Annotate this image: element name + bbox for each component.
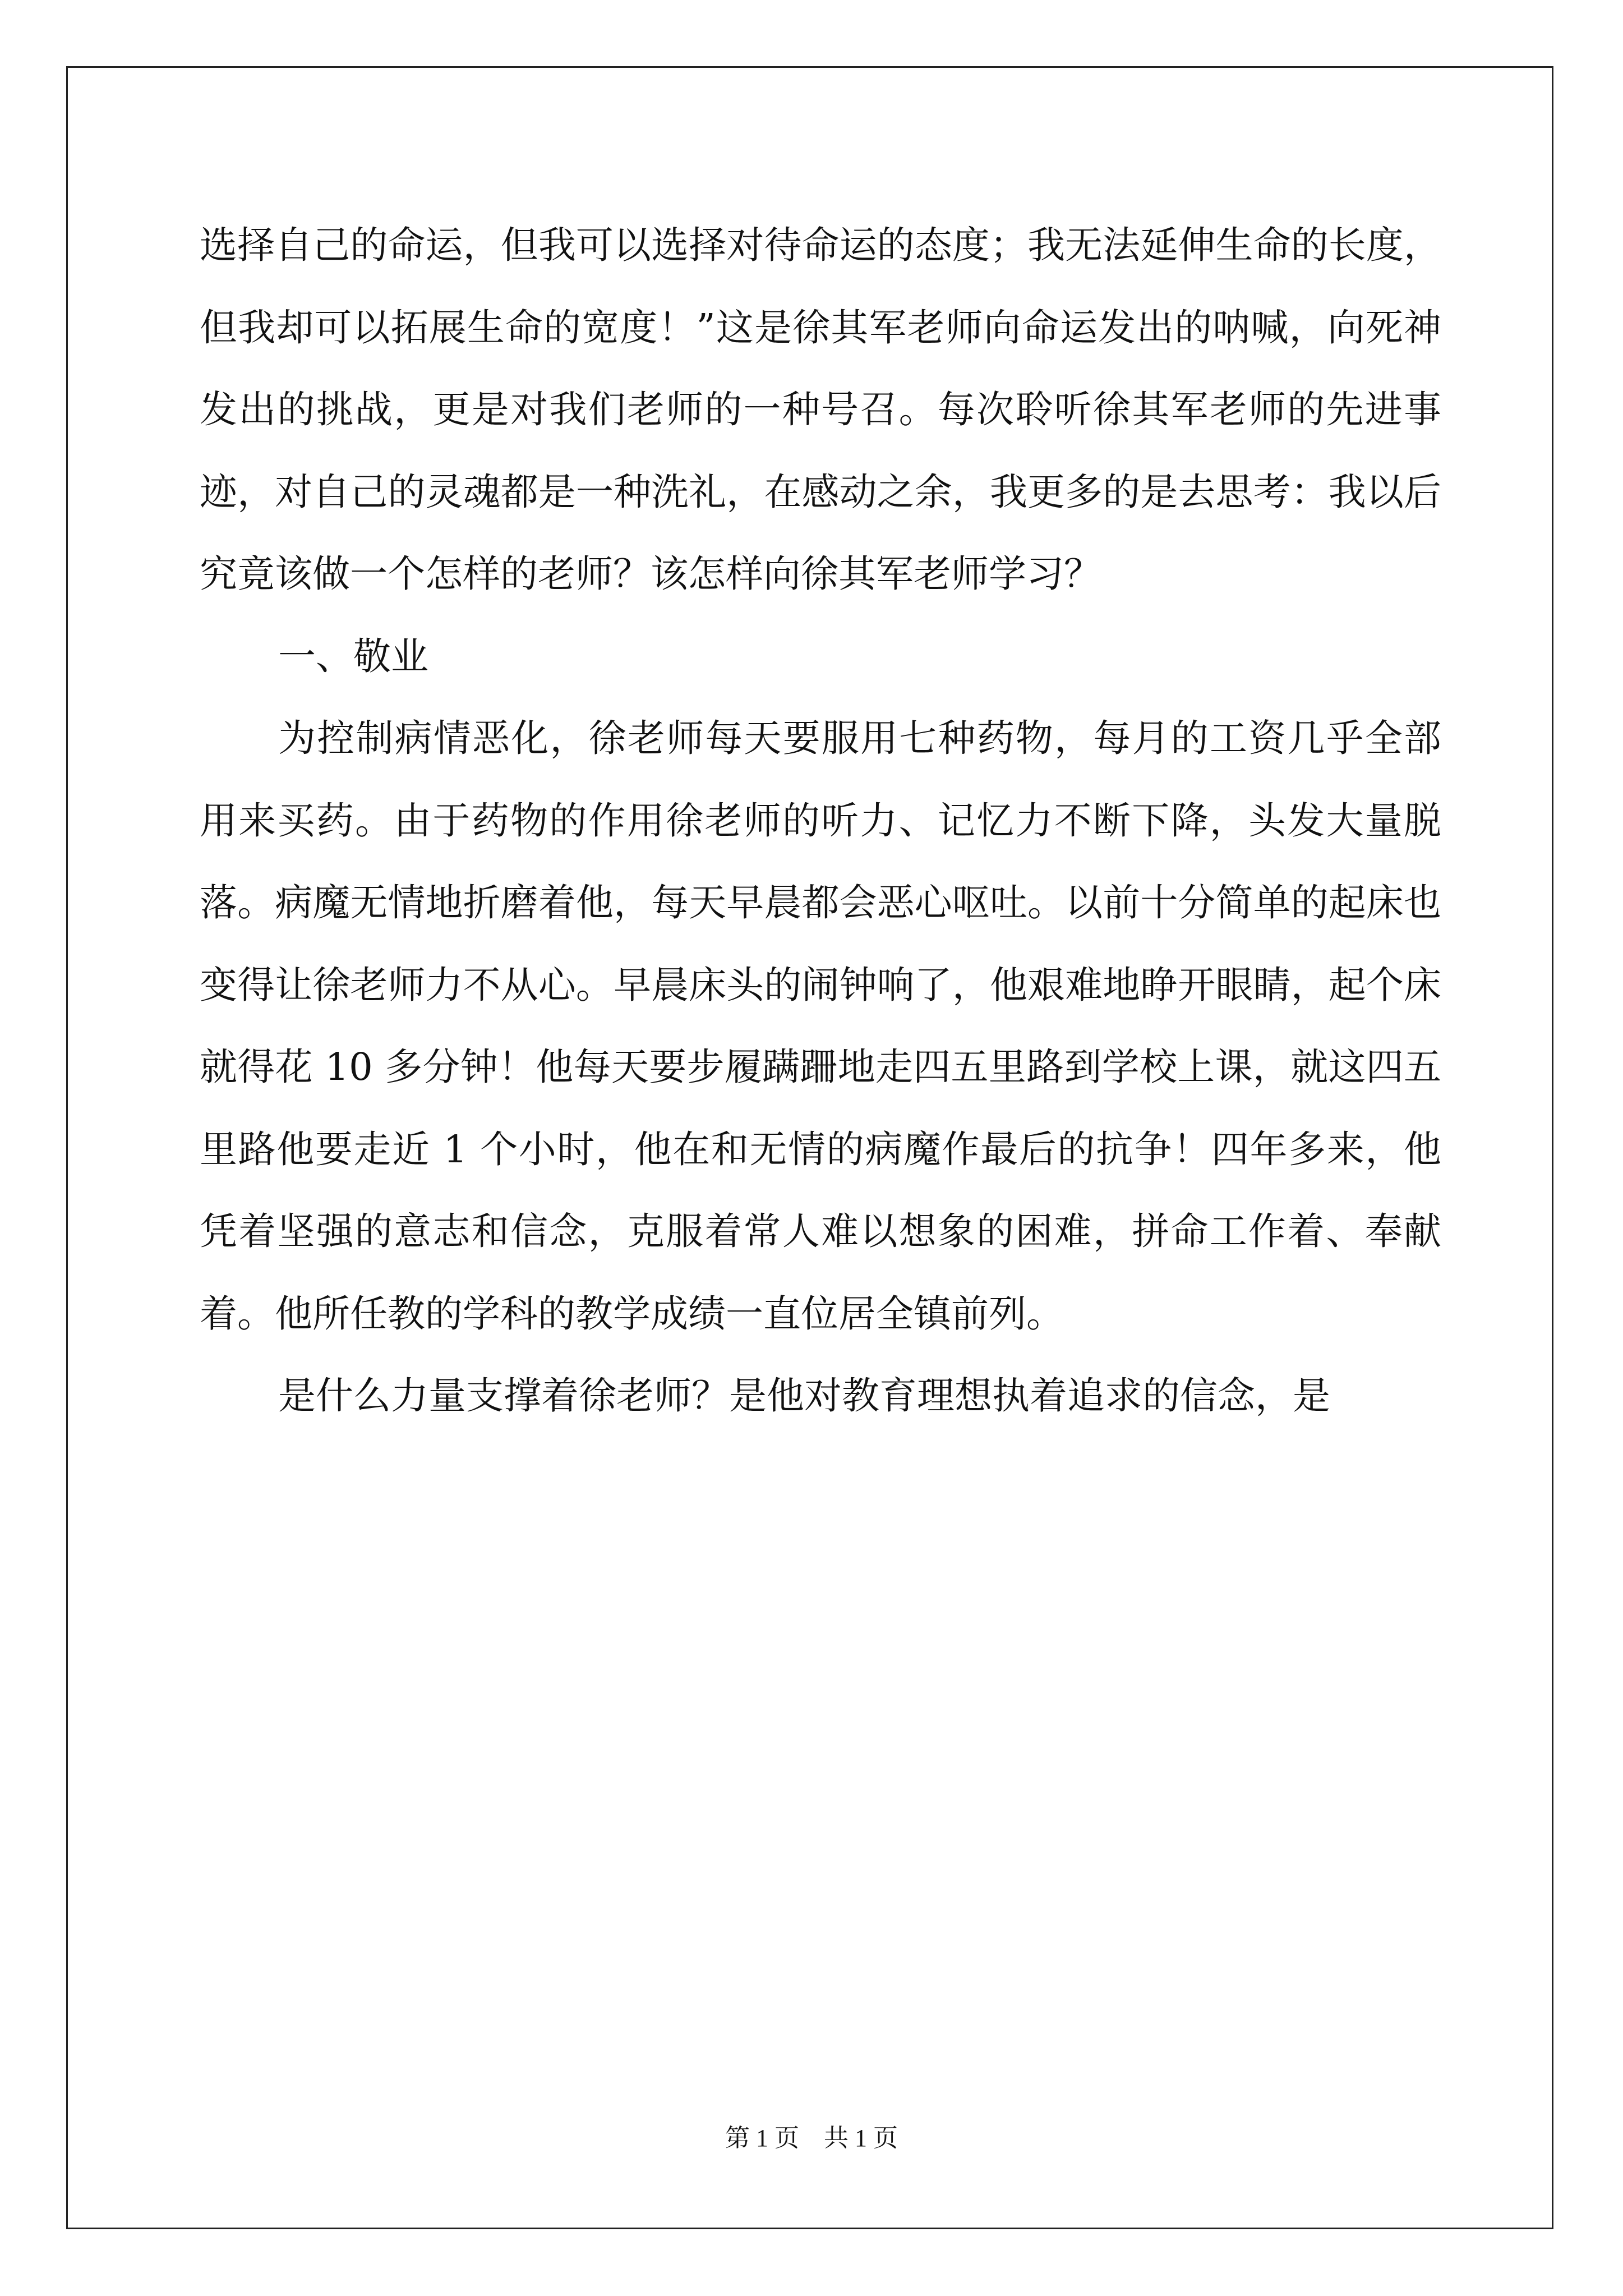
paragraph-2: 为控制病情恶化，徐老师每天要服用七种药物，每月的工资几乎全部用来买药。由于药物的作用徐老师的听力、记忆力不断下降，头发大量脱落。病魔无情地折磨着他，每天早晨都会恶心呕吐。以前十分简单的起床也变得让徐老师力不从心。早晨床头的闹钟响了，他艰难地睁开眼睛，起个床就得花 10 多分钟！他每天要步履蹒跚地走四五里路到学校上课，就这四五里路他要走近 1 个小时，他在和无情的病魔作最后的抗争！四年多来，他凭着坚强的意志和信念，克服着常人难以想象的困难，拼命工作着、奉献着。他所任教的学科的教学成绩一直位居全镇前列。 (200, 716, 1441, 1336)
page-total: 共 1 页 (824, 2124, 898, 2152)
paragraph-3: 是什么力量支撑着徐老师？是他对教育理想执着追求的信念，是 (278, 1374, 1330, 1418)
document-body (200, 204, 1441, 1437)
page-footer (0, 2122, 1623, 2155)
section-heading: 一、敬业 (278, 634, 428, 678)
paragraph-1: 选择自己的命运，但我可以选择对待命运的态度；我无法延伸生命的长度，但我却可以拓展生命的宽度！”这是徐其军老师向命运发出的呐喊，向死神发出的挑战，更是对我们老师的一种号召。每次聆听徐其军老师的先进事迹，对自己的灵魂都是一种洗礼，在感动之余，我更多的是去思考：我以后究竟该做一个怎样的老师？该怎样向徐其军老师学习？ (200, 223, 1441, 596)
page-number: 第 1 页 (725, 2124, 799, 2152)
